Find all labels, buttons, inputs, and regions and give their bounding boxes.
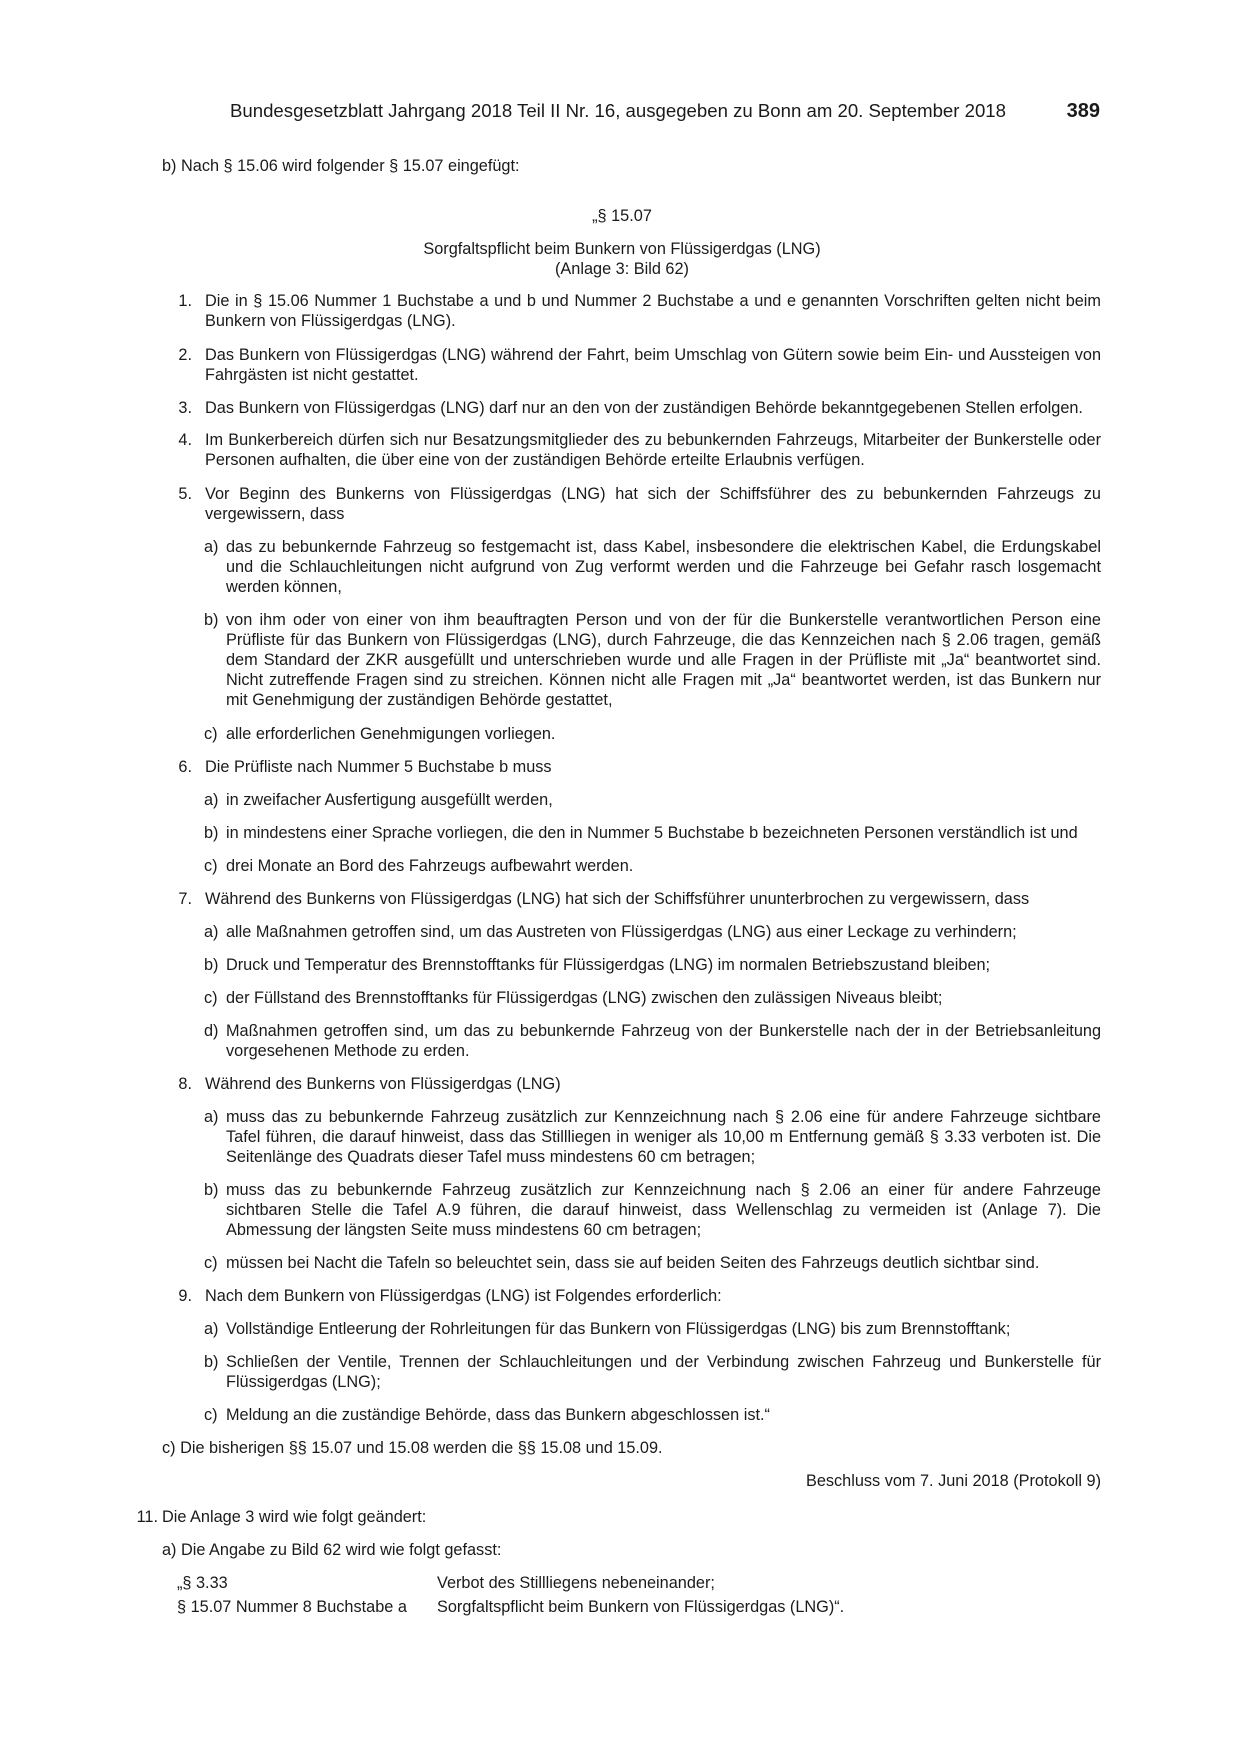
sub-item-letter: b) xyxy=(204,611,219,629)
list-item: Das Bunkern von Flüssigerdgas (LNG) darf nur an den von der zuständigen Behörde bekanntgegebenen Stellen erfolgen. xyxy=(205,399,1083,417)
sub-item-letter: c) xyxy=(204,857,218,875)
sub-item: in mindestens einer Sprache vorliegen, die den in Nummer 5 Buchstabe b bezeichneten Personen verständlich ist und xyxy=(226,824,1078,842)
page-number: 389 xyxy=(1066,100,1100,122)
table-cell-desc: Verbot des Stillliegens nebeneinander; xyxy=(437,1574,715,1592)
sub-item: Druck und Temperatur des Brennstofftanks für Flüssigerdgas (LNG) im normalen Betriebszustand bleiben; xyxy=(226,956,991,974)
amendment-c-text: c) Die bisherigen §§ 15.07 und 15.08 werden die §§ 15.08 und 15.09. xyxy=(162,1439,663,1457)
list-item: Während des Bunkerns von Flüssigerdgas (LNG) hat sich der Schiffsführer ununterbrochen zu vergewissern, dass xyxy=(205,890,1030,908)
sub-item: drei Monate an Bord des Fahrzeugs aufbewahrt werden. xyxy=(226,857,634,875)
sub-item: Schließen der Ventile, Trennen der Schlauchleitungen und der Verbindung zwischen Fahrzeug und Bunkerstelle für Flüssigerdgas (LNG); xyxy=(226,1353,1101,1391)
list-item: Die in § 15.06 Nummer 1 Buchstabe a und b und Nummer 2 Buchstabe a und e genannten Vorschriften gelten nicht beim Bunkern von Flüssigerdgas (LNG). xyxy=(205,292,1101,330)
sub-item-letter: d) xyxy=(204,1022,219,1040)
section-title: Sorgfaltspflicht beim Bunkern von Flüssigerdgas (LNG) xyxy=(423,240,821,258)
sub-item-letter: a) xyxy=(204,791,219,809)
resolution-date: Beschluss vom 7. Juni 2018 (Protokoll 9) xyxy=(805,1472,1101,1490)
item-number: 11. xyxy=(136,1508,158,1526)
sub-item-letter: b) xyxy=(204,956,219,974)
list-item: Nach dem Bunkern von Flüssigerdgas (LNG) ist Folgendes erforderlich: xyxy=(205,1287,722,1305)
item-number: 6. xyxy=(178,758,192,776)
sub-item: Vollständige Entleerung der Rohrleitungen für das Bunkern von Flüssigerdgas (LNG) bis zum Brennstofftank; xyxy=(226,1320,1011,1338)
item-number: 1. xyxy=(178,292,192,310)
sub-item: von ihm oder von einer von ihm beauftragten Person und von der für die Bunkerstelle verantwortlichen Person eine Prüfliste für das Bunkern von Flüssigerdgas (LNG), durch Fahrzeuge, die das Kennzeichen nach § 2.06 tragen, gemäß dem Standard der ZKR ausgefüllt und unterschrieben wurde und alle Fragen in der Prüfliste mit „Ja“ beantwortet sind. Nicht zutreffende Fragen sind zu streichen. Können nicht alle Fragen mit „Ja“ beantwortet werden, ist das Bunkern nur mit Genehmigung der zuständigen Behörde gestattet, xyxy=(226,611,1101,709)
sub-item: das zu bebunkernde Fahrzeug so festgemacht ist, dass Kabel, insbesondere die elektrischen Kabel, die Erdungskabel und die Schlauchleitungen nicht aufgrund von Zug verformt werden und die Fahrzeuge bei Gefahr rasch losgemacht werden können, xyxy=(226,538,1101,596)
sub-item: muss das zu bebunkernde Fahrzeug zusätzlich zur Kennzeichnung nach § 2.06 an einer für andere Fahrzeuge sichtbaren Stelle die Tafel A.9 führen, die darauf hinweist, dass Wellenschlag zu vermeiden ist (Anlage 7). Die Abmessung der längsten Seite muss mindestens 60 cm betragen; xyxy=(226,1181,1101,1239)
table-cell-ref: „§ 3.33 xyxy=(177,1574,228,1592)
sub-item: alle erforderlichen Genehmigungen vorliegen. xyxy=(226,725,556,743)
sub-item: Meldung an die zuständige Behörde, dass das Bunkern abgeschlossen ist.“ xyxy=(226,1406,770,1424)
list-item: Die Anlage 3 wird wie folgt geändert: xyxy=(162,1508,427,1526)
list-item: Während des Bunkerns von Flüssigerdgas (LNG) xyxy=(205,1075,561,1093)
table-cell-desc: Sorgfaltspflicht beim Bunkern von Flüssigerdgas (LNG)“. xyxy=(437,1598,845,1616)
sub-item: müssen bei Nacht die Tafeln so beleuchtet sein, dass sie auf beiden Seiten des Fahrzeugs deutlich sichtbar sind. xyxy=(226,1254,1040,1272)
item-number: 5. xyxy=(178,485,192,503)
sub-item-letter: c) xyxy=(204,725,218,743)
section-number: „§ 15.07 xyxy=(592,207,652,225)
section-subtitle: (Anlage 3: Bild 62) xyxy=(555,260,689,278)
item-number: 4. xyxy=(178,431,192,449)
sub-item: der Füllstand des Brennstofftanks für Flüssigerdgas (LNG) zwischen den zulässigen Niveaus bleibt; xyxy=(226,989,943,1007)
table-cell-ref: § 15.07 Nummer 8 Buchstabe a xyxy=(177,1598,407,1616)
item-number: 8. xyxy=(178,1075,192,1093)
amendment-b-intro: b) Nach § 15.06 wird folgender § 15.07 eingefügt: xyxy=(162,157,520,175)
list-item: Das Bunkern von Flüssigerdgas (LNG) während der Fahrt, beim Umschlag von Gütern sowie beim Ein- und Aussteigen von Fahrgästen ist nicht gestattet. xyxy=(205,346,1101,384)
sub-item-letter: b) xyxy=(204,824,219,842)
sub-item-letter: c) xyxy=(204,1406,218,1424)
sub-item-letter: a) xyxy=(204,538,219,556)
item-number: 9. xyxy=(178,1287,192,1305)
item-number: 3. xyxy=(178,399,192,417)
sub-item: muss das zu bebunkernde Fahrzeug zusätzlich zur Kennzeichnung nach § 2.06 eine für andere Fahrzeuge sichtbare Tafel führen, die darauf hinweist, dass das Stillliegen in weniger als 10,00 m Entfernung gemäß § 3.33 verboten ist. Die Seitenlänge des Quadrats dieser Tafel muss mindestens 60 cm betragen; xyxy=(226,1108,1101,1166)
sub-item: Maßnahmen getroffen sind, um das zu bebunkernde Fahrzeug von der Bunkerstelle nach der in der Betriebsanleitung vorgesehenen Methode zu erden. xyxy=(226,1022,1101,1060)
sub-item-letter: b) xyxy=(204,1353,219,1371)
sub-item: alle Maßnahmen getroffen sind, um das Austreten von Flüssigerdgas (LNG) aus einer Leckage zu verhindern; xyxy=(226,923,1017,941)
sub-item-letter: c) xyxy=(204,989,218,1007)
list-item: Im Bunkerbereich dürfen sich nur Besatzungsmitglieder des zu bebunkernden Fahrzeugs, Mitarbeiter der Bunkerstelle oder Personen aufhalten, die über eine von der zuständigen Behörde erteilte Erlaubnis verfügen. xyxy=(205,431,1101,469)
item-number: 2. xyxy=(178,346,192,364)
sub-item-letter: c) xyxy=(204,1254,218,1272)
amendment-a-intro: a) Die Angabe zu Bild 62 wird wie folgt gefasst: xyxy=(162,1541,502,1559)
sub-item-letter: a) xyxy=(204,1108,219,1126)
item-number: 7. xyxy=(178,890,192,908)
list-item: Vor Beginn des Bunkerns von Flüssigerdgas (LNG) hat sich der Schiffsführer des zu bebunkernden Fahrzeugs zu vergewissern, dass xyxy=(205,485,1101,523)
sub-item-letter: b) xyxy=(204,1181,219,1199)
sub-item-letter: a) xyxy=(204,1320,219,1338)
list-item: Die Prüfliste nach Nummer 5 Buchstabe b muss xyxy=(205,758,552,776)
sub-item-letter: a) xyxy=(204,923,219,941)
sub-item: in zweifacher Ausfertigung ausgefüllt werden, xyxy=(226,791,553,809)
gazette-title: Bundesgesetzblatt Jahrgang 2018 Teil II Nr. 16, ausgegeben zu Bonn am 20. September 2018 xyxy=(230,100,1006,121)
